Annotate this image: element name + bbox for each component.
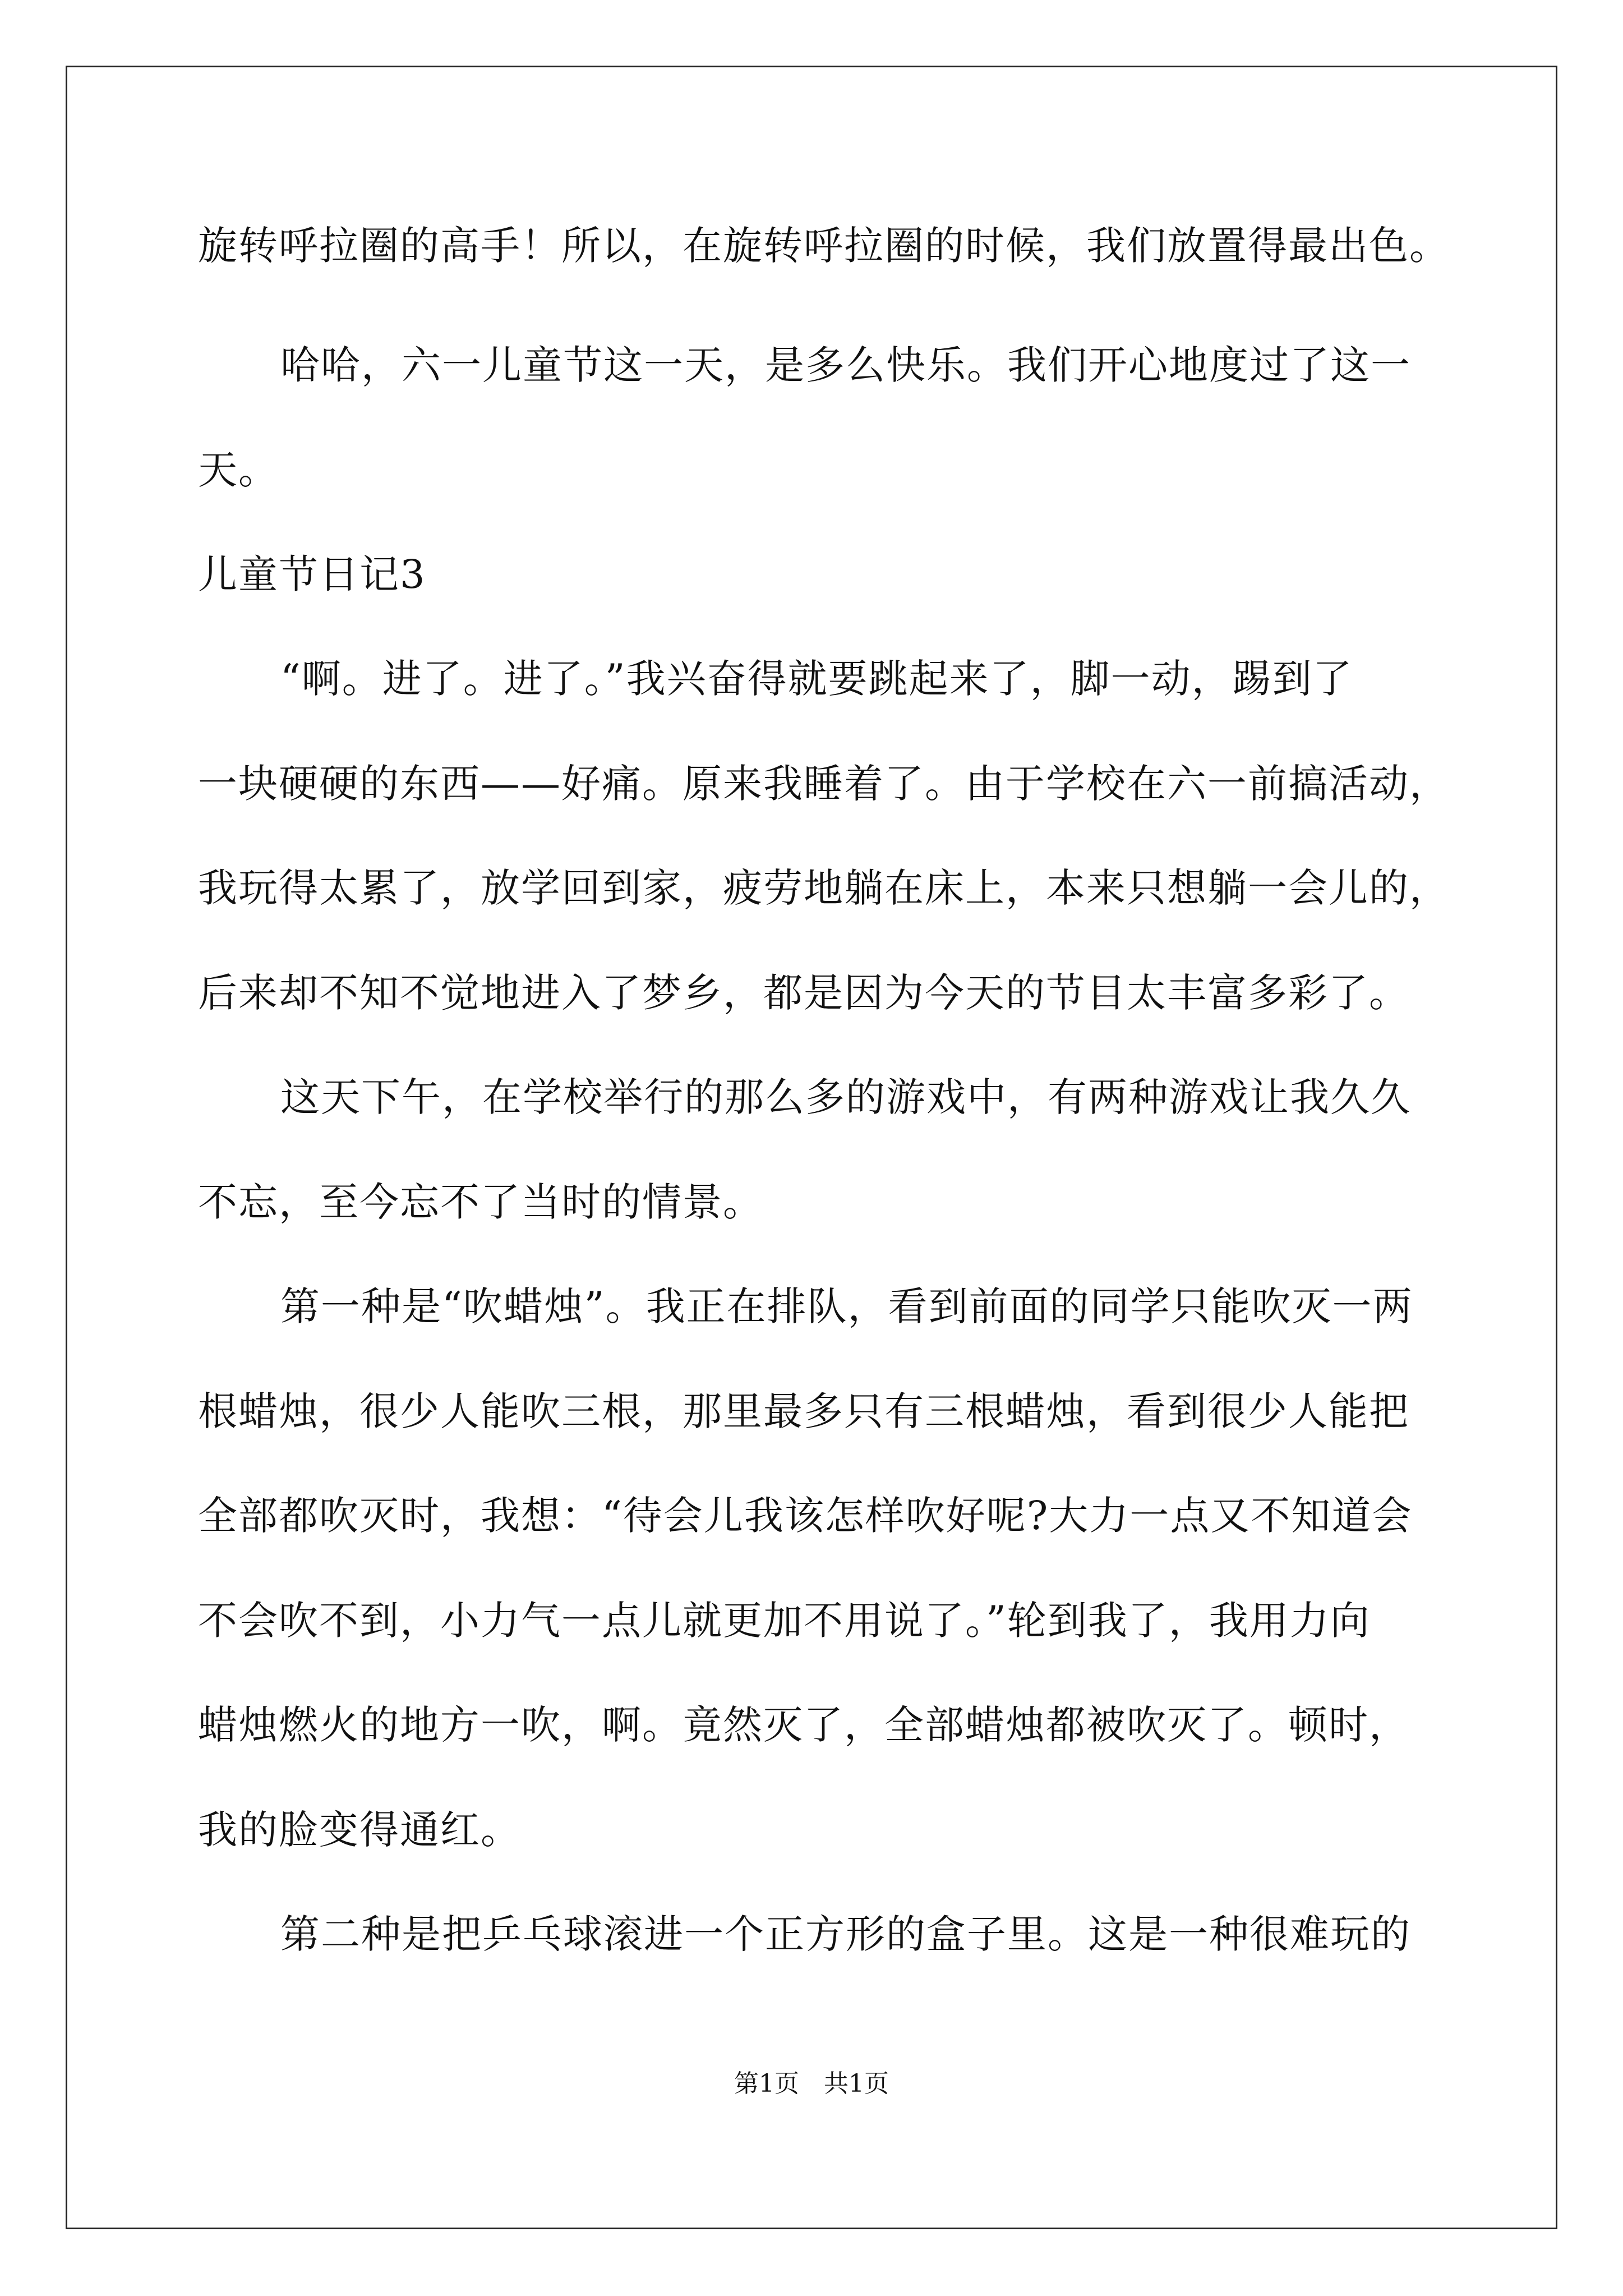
text-line-1: 旋转呼拉圈的高手！所以，在旋转呼拉圈的时候，我们放置得最出色。 [198,223,1450,269]
text-line-2: 哈哈，六一儿童节这一天，是多么快乐。我们开心地度过了这一 [280,342,1411,388]
text-line-9: 这天下午，在学校举行的那么多的游戏中，有两种游戏让我久久 [280,1074,1411,1120]
section-heading: 儿童节日记3 [198,551,426,597]
text-line-6: 一块硬硬的东西——好痛。原来我睡着了。由于学校在六一前搞活动， [198,761,1450,807]
text-line-16: 我的脸变得通红。 [198,1807,521,1853]
text-line-5: “啊。进了。进了。”我兴奋得就要跳起来了，脚一动，踢到了 [280,656,1353,702]
page-footer: 第1页 共1页 [734,2069,889,2098]
text-line-12: 根蜡烛，很少人能吹三根，那里最多只有三根蜡烛，看到很少人能把 [198,1388,1409,1434]
text-line-13: 全部都吹灭时，我想：“待会儿我该怎样吹好呢?大力一点又不知道会 [198,1493,1413,1539]
text-line-15: 蜡烛燃火的地方一吹，啊。竟然灭了，全部蜡烛都被吹灭了。顿时， [198,1702,1409,1748]
text-line-8: 后来却不知不觉地进入了梦乡，都是因为今天的节目太丰富多彩了。 [198,970,1409,1016]
text-line-7: 我玩得太累了，放学回到家，疲劳地躺在床上，本来只想躺一会儿的， [198,865,1450,911]
text-line-11: 第一种是“吹蜡烛”。我正在排队，看到前面的同学只能吹灭一两 [280,1283,1413,1329]
text-line-17: 第二种是把乒乓球滚进一个正方形的盒子里。这是一种很难玩的 [280,1911,1411,1957]
text-line-3: 天。 [198,447,279,493]
text-line-10: 不忘，至今忘不了当时的情景。 [198,1179,763,1225]
text-line-14: 不会吹不到，小力气一点儿就更加不用说了。”轮到我了，我用力向 [198,1598,1371,1644]
